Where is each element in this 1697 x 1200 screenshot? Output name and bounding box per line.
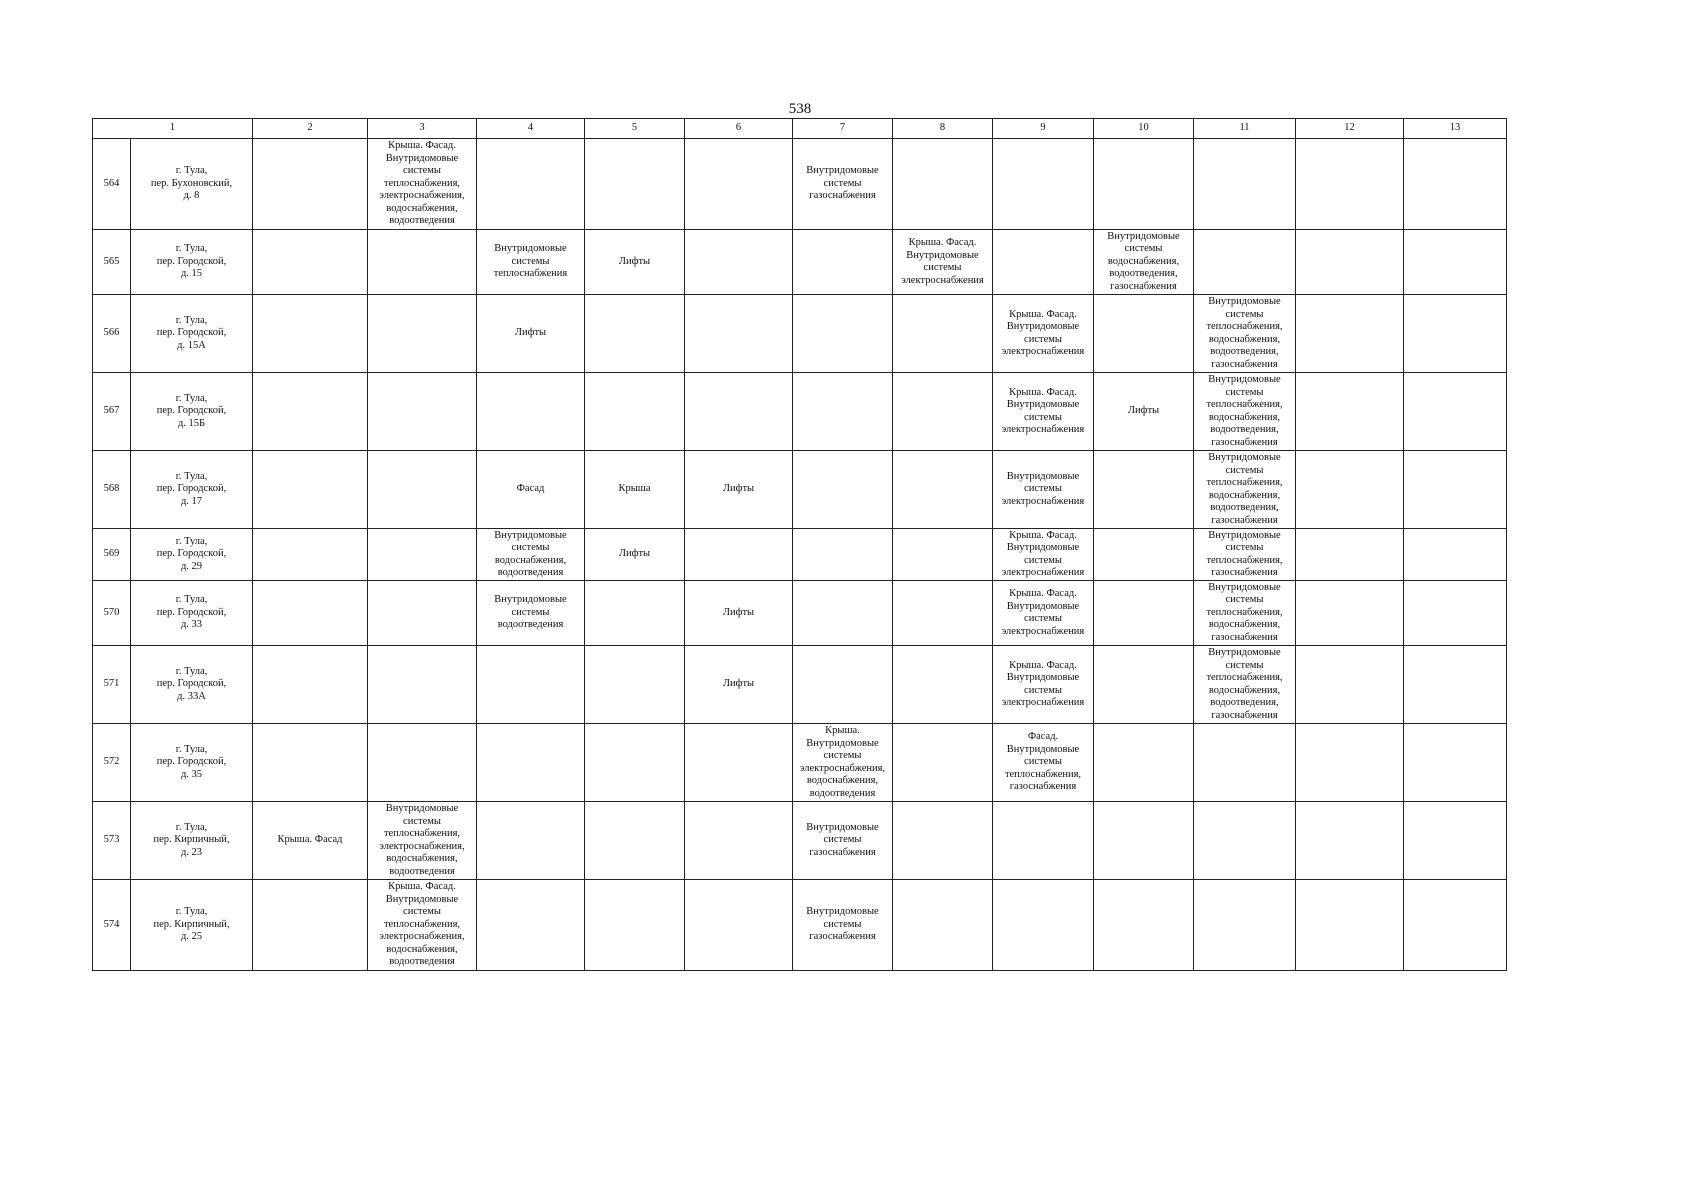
work-cell [585, 581, 685, 646]
page-number: 538 [788, 101, 812, 117]
column-header: 11 [1194, 119, 1296, 139]
row-number: 566 [93, 295, 131, 373]
work-cell: Крыша. Фасад. Внутридомовые системы электроснабжения [893, 230, 993, 295]
work-cell [1094, 646, 1194, 724]
work-cell [993, 802, 1094, 880]
work-cell [585, 880, 685, 971]
work-cell: Крыша. Фасад. Внутридомовые системы электроснабжения [993, 295, 1094, 373]
work-cell: Внутридомовые системы теплоснабжения, водоснабжения, водоотведения, газоснабжения [1194, 373, 1296, 451]
work-cell: Внутридомовые системы теплоснабжения, газоснабжения [1194, 529, 1296, 581]
work-cell [893, 529, 993, 581]
work-cell: Крыша. Фасад [253, 802, 368, 880]
work-cell: Крыша. Внутридомовые системы электроснабжения, водоснабжения, водоотведения [793, 724, 893, 802]
work-cell [685, 802, 793, 880]
column-header: 5 [585, 119, 685, 139]
table-row [93, 581, 1507, 646]
work-cell [477, 139, 585, 230]
column-header: 10 [1094, 119, 1194, 139]
work-cell [253, 529, 368, 581]
row-number: 567 [93, 373, 131, 451]
work-cell [585, 724, 685, 802]
work-cell [1404, 139, 1507, 230]
work-cell [993, 139, 1094, 230]
row-number: 570 [93, 581, 131, 646]
work-cell [1404, 724, 1507, 802]
table-row [93, 724, 1507, 802]
work-cell [477, 802, 585, 880]
work-cell [1194, 230, 1296, 295]
address-cell: г. Тула, пер. Городской, д. 15А [131, 295, 253, 373]
work-cell: Лифты [1094, 373, 1194, 451]
work-cell: Лифты [585, 529, 685, 581]
work-cell [368, 581, 477, 646]
work-cell [893, 581, 993, 646]
work-cell [1404, 451, 1507, 529]
work-cell [585, 802, 685, 880]
work-cell: Фасад. Внутридомовые системы теплоснабжения, газоснабжения [993, 724, 1094, 802]
table-row [93, 139, 1507, 230]
work-cell [685, 529, 793, 581]
work-cell [793, 581, 893, 646]
column-header: 6 [685, 119, 793, 139]
work-cell [793, 451, 893, 529]
address-cell: г. Тула, пер. Кирпичный, д. 25 [131, 880, 253, 971]
column-header: 7 [793, 119, 893, 139]
work-cell [368, 295, 477, 373]
work-cell [368, 451, 477, 529]
column-header: 9 [993, 119, 1094, 139]
work-cell [793, 529, 893, 581]
work-cell: Внутридомовые системы газоснабжения [793, 802, 893, 880]
row-number: 571 [93, 646, 131, 724]
work-cell: Лифты [585, 230, 685, 295]
work-cell [893, 139, 993, 230]
work-cell [368, 230, 477, 295]
work-cell: Лифты [477, 295, 585, 373]
work-cell [253, 230, 368, 295]
work-cell [1296, 581, 1404, 646]
work-cell [477, 724, 585, 802]
work-cell: Внутридомовые системы теплоснабжения, водоснабжения, водоотведения, газоснабжения [1194, 646, 1296, 724]
work-cell [1296, 646, 1404, 724]
work-cell: Внутридомовые системы водоснабжения, водоотведения [477, 529, 585, 581]
row-number: 572 [93, 724, 131, 802]
work-cell [793, 646, 893, 724]
work-cell [893, 451, 993, 529]
work-cell [1296, 451, 1404, 529]
work-cell [253, 451, 368, 529]
column-header: 8 [893, 119, 993, 139]
work-cell [253, 139, 368, 230]
work-cell [1296, 295, 1404, 373]
work-cell [685, 724, 793, 802]
work-cell [253, 646, 368, 724]
address-cell: г. Тула, пер. Городской, д. 29 [131, 529, 253, 581]
work-cell [1404, 373, 1507, 451]
work-cell [1296, 802, 1404, 880]
column-header: 13 [1404, 119, 1507, 139]
work-cell: Внутридомовые системы электроснабжения [993, 451, 1094, 529]
row-number: 574 [93, 880, 131, 971]
column-header: 4 [477, 119, 585, 139]
work-cell [585, 295, 685, 373]
work-cell [685, 139, 793, 230]
work-cell [253, 880, 368, 971]
work-cell [1094, 139, 1194, 230]
work-cell: Лифты [685, 451, 793, 529]
address-cell: г. Тула, пер. Городской, д. 15Б [131, 373, 253, 451]
work-cell [1094, 880, 1194, 971]
address-cell: г. Тула, пер. Кирпичный, д. 23 [131, 802, 253, 880]
work-cell [1194, 724, 1296, 802]
work-cell [685, 373, 793, 451]
row-number: 568 [93, 451, 131, 529]
work-cell [368, 646, 477, 724]
work-cell [1404, 581, 1507, 646]
table-row [93, 529, 1507, 581]
work-cell [893, 295, 993, 373]
work-cell [1404, 529, 1507, 581]
work-cell [253, 581, 368, 646]
address-cell: г. Тула, пер. Городской, д. 33А [131, 646, 253, 724]
work-cell [685, 295, 793, 373]
work-cell: Крыша. Фасад. Внутридомовые системы теплоснабжения, электроснабжения, водоснабжения, водоотведения [368, 880, 477, 971]
work-cell: Крыша. Фасад. Внутридомовые системы теплоснабжения, электроснабжения, водоснабжения, водоотведения [368, 139, 477, 230]
work-cell [1194, 802, 1296, 880]
work-cell: Внутридомовые системы теплоснабжения, водоснабжения, водоотведения, газоснабжения [1194, 295, 1296, 373]
work-cell [893, 880, 993, 971]
work-cell [585, 646, 685, 724]
work-cell [893, 724, 993, 802]
work-cell [893, 646, 993, 724]
work-cell [1094, 295, 1194, 373]
work-cell: Внутридомовые системы теплоснабжения [477, 230, 585, 295]
work-cell [685, 230, 793, 295]
work-cell: Лифты [685, 646, 793, 724]
work-cell [1194, 880, 1296, 971]
table-row [93, 295, 1507, 373]
work-cell [993, 880, 1094, 971]
work-cell [685, 880, 793, 971]
work-cell [1404, 646, 1507, 724]
table-row [93, 230, 1507, 295]
work-cell [1094, 581, 1194, 646]
work-cell [793, 373, 893, 451]
work-cell [477, 880, 585, 971]
work-cell: Внутридомовые системы газоснабжения [793, 139, 893, 230]
work-cell [585, 139, 685, 230]
address-cell: г. Тула, пер. Городской, д. 15 [131, 230, 253, 295]
work-cell [1094, 802, 1194, 880]
work-cell: Крыша [585, 451, 685, 529]
row-number: 573 [93, 802, 131, 880]
work-cell [253, 373, 368, 451]
work-cell [1404, 295, 1507, 373]
work-cell [993, 230, 1094, 295]
address-cell: г. Тула, пер. Городской, д. 17 [131, 451, 253, 529]
address-cell: г. Тула, пер. Бухоновский, д. 8 [131, 139, 253, 230]
work-cell: Крыша. Фасад. Внутридомовые системы электроснабжения [993, 646, 1094, 724]
column-header: 2 [253, 119, 368, 139]
column-header: 12 [1296, 119, 1404, 139]
table-row [93, 646, 1507, 724]
work-cell [1296, 724, 1404, 802]
repair-schedule-table [92, 118, 1507, 971]
work-cell: Внутридомовые системы водоотведения [477, 581, 585, 646]
work-cell: Крыша. Фасад. Внутридомовые системы электроснабжения [993, 373, 1094, 451]
work-cell [1404, 880, 1507, 971]
work-cell [893, 802, 993, 880]
row-number: 565 [93, 230, 131, 295]
work-cell [1296, 139, 1404, 230]
column-header: 3 [368, 119, 477, 139]
work-cell: Внутридомовые системы теплоснабжения, водоснабжения, газоснабжения [1194, 581, 1296, 646]
work-cell: Внутридомовые системы теплоснабжения, водоснабжения, водоотведения, газоснабжения [1194, 451, 1296, 529]
row-number: 569 [93, 529, 131, 581]
work-cell [893, 373, 993, 451]
work-cell [368, 373, 477, 451]
work-cell [585, 373, 685, 451]
work-cell [368, 529, 477, 581]
work-cell: Внутридомовые системы теплоснабжения, электроснабжения, водоснабжения, водоотведения [368, 802, 477, 880]
table-row [93, 373, 1507, 451]
work-cell [1296, 880, 1404, 971]
work-cell [1296, 373, 1404, 451]
row-number: 564 [93, 139, 131, 230]
column-number-row [93, 119, 1507, 139]
work-cell [1404, 802, 1507, 880]
work-cell [368, 724, 477, 802]
work-cell [793, 295, 893, 373]
work-cell [1296, 529, 1404, 581]
work-cell [1094, 529, 1194, 581]
table-row [93, 802, 1507, 880]
work-cell [253, 724, 368, 802]
work-cell [1194, 139, 1296, 230]
work-cell [1296, 230, 1404, 295]
work-cell: Крыша. Фасад. Внутридомовые системы электроснабжения [993, 529, 1094, 581]
work-cell [1094, 724, 1194, 802]
work-cell [1404, 230, 1507, 295]
table-row [93, 880, 1507, 971]
column-header: 1 [93, 119, 253, 139]
work-cell [477, 646, 585, 724]
work-cell [253, 295, 368, 373]
address-cell: г. Тула, пер. Городской, д. 33 [131, 581, 253, 646]
work-cell: Внутридомовые системы газоснабжения [793, 880, 893, 971]
address-cell: г. Тула, пер. Городской, д. 35 [131, 724, 253, 802]
work-cell [1094, 451, 1194, 529]
work-cell: Лифты [685, 581, 793, 646]
work-cell [793, 230, 893, 295]
work-cell: Внутридомовые системы водоснабжения, водоотведения, газоснабжения [1094, 230, 1194, 295]
work-cell: Крыша. Фасад. Внутридомовые системы электроснабжения [993, 581, 1094, 646]
table-row [93, 451, 1507, 529]
work-cell [477, 373, 585, 451]
work-cell: Фасад [477, 451, 585, 529]
